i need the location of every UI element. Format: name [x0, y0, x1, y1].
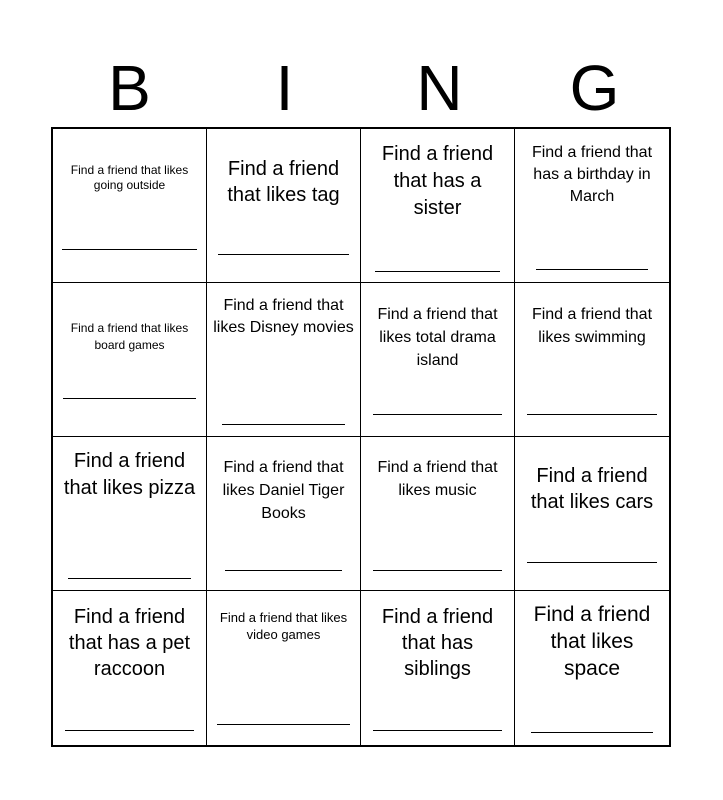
cell-prompt: Find a friend that likes total drama island	[377, 306, 498, 369]
bingo-cell	[361, 591, 515, 745]
bingo-grid	[51, 127, 671, 747]
cell-prompt: Find a friend that likes tag	[227, 158, 340, 206]
bingo-header	[52, 52, 672, 124]
bingo-cell	[207, 591, 361, 745]
answer-line	[527, 414, 657, 415]
header-letter-i: I	[275, 52, 294, 124]
cell-prompt: Find a friend that has a pet raccoon	[68, 606, 191, 680]
bingo-cell	[207, 283, 361, 437]
bingo-cell	[515, 591, 669, 745]
cell-prompt: Find a friend that likes Disney movies	[213, 297, 354, 336]
bingo-cell	[515, 437, 669, 591]
cell-prompt: Find a friend that likes Daniel Tiger Books	[222, 459, 345, 522]
answer-line	[218, 254, 349, 255]
bingo-cell	[53, 591, 207, 745]
answer-line	[225, 570, 342, 571]
cell-prompt: Find a friend that likes board games	[70, 321, 189, 352]
answer-line	[62, 249, 197, 250]
answer-line	[217, 724, 350, 725]
answer-line	[68, 578, 191, 579]
bingo-cell	[515, 129, 669, 283]
answer-line	[373, 570, 502, 571]
bingo-cell	[53, 283, 207, 437]
bingo-cell	[207, 437, 361, 591]
header-letter-n: N	[416, 52, 463, 124]
cell-prompt: Find a friend that likes video games	[219, 610, 348, 642]
cell-prompt: Find a friend that likes pizza	[63, 450, 196, 499]
cell-prompt: Find a friend that has a birthday in March	[531, 144, 653, 205]
answer-line	[373, 414, 502, 415]
cell-prompt: Find a friend that likes swimming	[531, 306, 653, 346]
answer-line	[536, 269, 648, 270]
bingo-cell	[361, 283, 515, 437]
answer-line	[373, 730, 502, 731]
cell-prompt: Find a friend that likes going outside	[70, 163, 189, 192]
cell-prompt: Find a friend that likes space	[533, 603, 651, 680]
header-letter-b: B	[108, 52, 151, 124]
answer-line	[63, 398, 196, 399]
bingo-cell	[515, 283, 669, 437]
header-letter-g: G	[569, 52, 620, 124]
cell-prompt: Find a friend that has siblings	[381, 606, 494, 680]
bingo-cell	[53, 129, 207, 283]
answer-line	[531, 732, 653, 733]
answer-line	[375, 271, 500, 272]
answer-line	[527, 562, 657, 563]
bingo-cell	[361, 437, 515, 591]
bingo-cell	[53, 437, 207, 591]
bingo-cell	[361, 129, 515, 283]
cell-prompt: Find a friend that likes cars	[530, 465, 654, 513]
cell-prompt: Find a friend that has a sister	[381, 143, 494, 219]
bingo-cell	[207, 129, 361, 283]
answer-line	[65, 730, 194, 731]
cell-prompt: Find a friend that likes music	[377, 459, 498, 499]
answer-line	[222, 424, 345, 425]
